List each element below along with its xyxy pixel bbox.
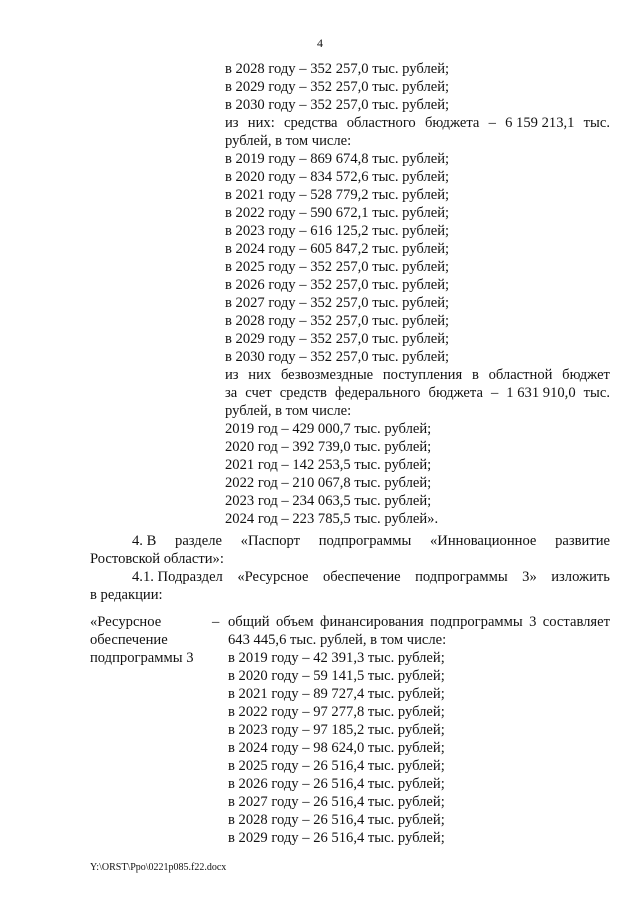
budget-line: в 2030 году – 352 257,0 тыс. рублей; bbox=[225, 349, 450, 365]
resource-total-intro-cont: 643 445,6 тыс. рублей, в том числе: bbox=[228, 632, 447, 648]
budget-line: в 2028 году – 352 257,0 тыс. рублей; bbox=[225, 61, 450, 77]
regional-budget-intro-cont: рублей, в том числе: bbox=[225, 133, 352, 149]
section-4-heading-cont: Ростовской области»: bbox=[90, 551, 224, 567]
resource-total-intro: общий объем финансирования подпрограммы 3 составляет bbox=[228, 614, 610, 630]
budget-line: в 2030 году – 352 257,0 тыс. рублей; bbox=[225, 97, 450, 113]
budget-line: в 2023 году – 616 125,2 тыс. рублей; bbox=[225, 223, 450, 239]
resource-year-line: в 2027 году – 26 516,4 тыс. рублей; bbox=[228, 794, 445, 810]
resource-year-line: в 2029 году – 26 516,4 тыс. рублей; bbox=[228, 830, 445, 846]
section-4-1-heading-cont: в редакции: bbox=[90, 587, 163, 603]
regional-budget-intro: из них: средства областного бюджета – 6 159 213,1 тыс. bbox=[225, 115, 610, 131]
budget-line: в 2027 году – 352 257,0 тыс. рублей; bbox=[225, 295, 450, 311]
federal-funds-intro-cont: рублей, в том числе: bbox=[225, 403, 352, 419]
budget-line: в 2024 году – 605 847,2 тыс. рублей; bbox=[225, 241, 450, 257]
budget-line: 2019 год – 429 000,7 тыс. рублей; bbox=[225, 421, 432, 437]
budget-line: в 2025 году – 352 257,0 тыс. рублей; bbox=[225, 259, 450, 275]
section-4-1-heading: 4.1. Подраздел «Ресурсное обеспечение подпрограммы 3» изложить bbox=[132, 569, 610, 585]
budget-line: в 2022 году – 590 672,1 тыс. рублей; bbox=[225, 205, 450, 221]
resource-year-line: в 2023 году – 97 185,2 тыс. рублей; bbox=[228, 722, 445, 738]
budget-line: 2024 год – 223 785,5 тыс. рублей». bbox=[225, 511, 439, 527]
budget-line: в 2029 году – 352 257,0 тыс. рублей; bbox=[225, 79, 450, 95]
budget-line: в 2019 году – 869 674,8 тыс. рублей; bbox=[225, 151, 450, 167]
footer-file-path: Y:\ORST\Ppo\0221p085.f22.docx bbox=[90, 862, 227, 873]
resource-year-line: в 2021 году – 89 727,4 тыс. рублей; bbox=[228, 686, 445, 702]
budget-line: в 2021 году – 528 779,2 тыс. рублей; bbox=[225, 187, 450, 203]
label-dash: – bbox=[212, 614, 220, 630]
resource-year-line: в 2026 году – 26 516,4 тыс. рублей; bbox=[228, 776, 445, 792]
resource-year-line: в 2024 году – 98 624,0 тыс. рублей; bbox=[228, 740, 445, 756]
section-4-heading: 4. В разделе «Паспорт подпрограммы «Инновационное развитие bbox=[132, 533, 610, 549]
budget-line: 2021 год – 142 253,5 тыс. рублей; bbox=[225, 457, 432, 473]
resource-label-line2: обеспечение bbox=[90, 632, 168, 648]
federal-funds-intro-line2: за счет средств федерального бюджета – 1 631 910,0 тыс. bbox=[225, 385, 610, 401]
resource-label-line3: подпрограммы 3 bbox=[90, 650, 194, 666]
budget-line: в 2026 году – 352 257,0 тыс. рублей; bbox=[225, 277, 450, 293]
resource-year-line: в 2019 году – 42 391,3 тыс. рублей; bbox=[228, 650, 445, 666]
resource-label-line1: «Ресурсное bbox=[90, 614, 162, 630]
budget-line: 2020 год – 392 739,0 тыс. рублей; bbox=[225, 439, 432, 455]
resource-year-line: в 2028 году – 26 516,4 тыс. рублей; bbox=[228, 812, 445, 828]
budget-line: 2022 год – 210 067,8 тыс. рублей; bbox=[225, 475, 432, 491]
federal-funds-intro: из них безвозмездные поступления в областной бюджет bbox=[225, 367, 610, 383]
budget-line: в 2028 году – 352 257,0 тыс. рублей; bbox=[225, 313, 450, 329]
resource-year-line: в 2022 году – 97 277,8 тыс. рублей; bbox=[228, 704, 445, 720]
page-number: 4 bbox=[317, 36, 323, 50]
resource-year-line: в 2025 году – 26 516,4 тыс. рублей; bbox=[228, 758, 445, 774]
budget-line: в 2020 году – 834 572,6 тыс. рублей; bbox=[225, 169, 450, 185]
budget-line: 2023 год – 234 063,5 тыс. рублей; bbox=[225, 493, 432, 509]
budget-line: в 2029 году – 352 257,0 тыс. рублей; bbox=[225, 331, 450, 347]
resource-year-line: в 2020 году – 59 141,5 тыс. рублей; bbox=[228, 668, 445, 684]
